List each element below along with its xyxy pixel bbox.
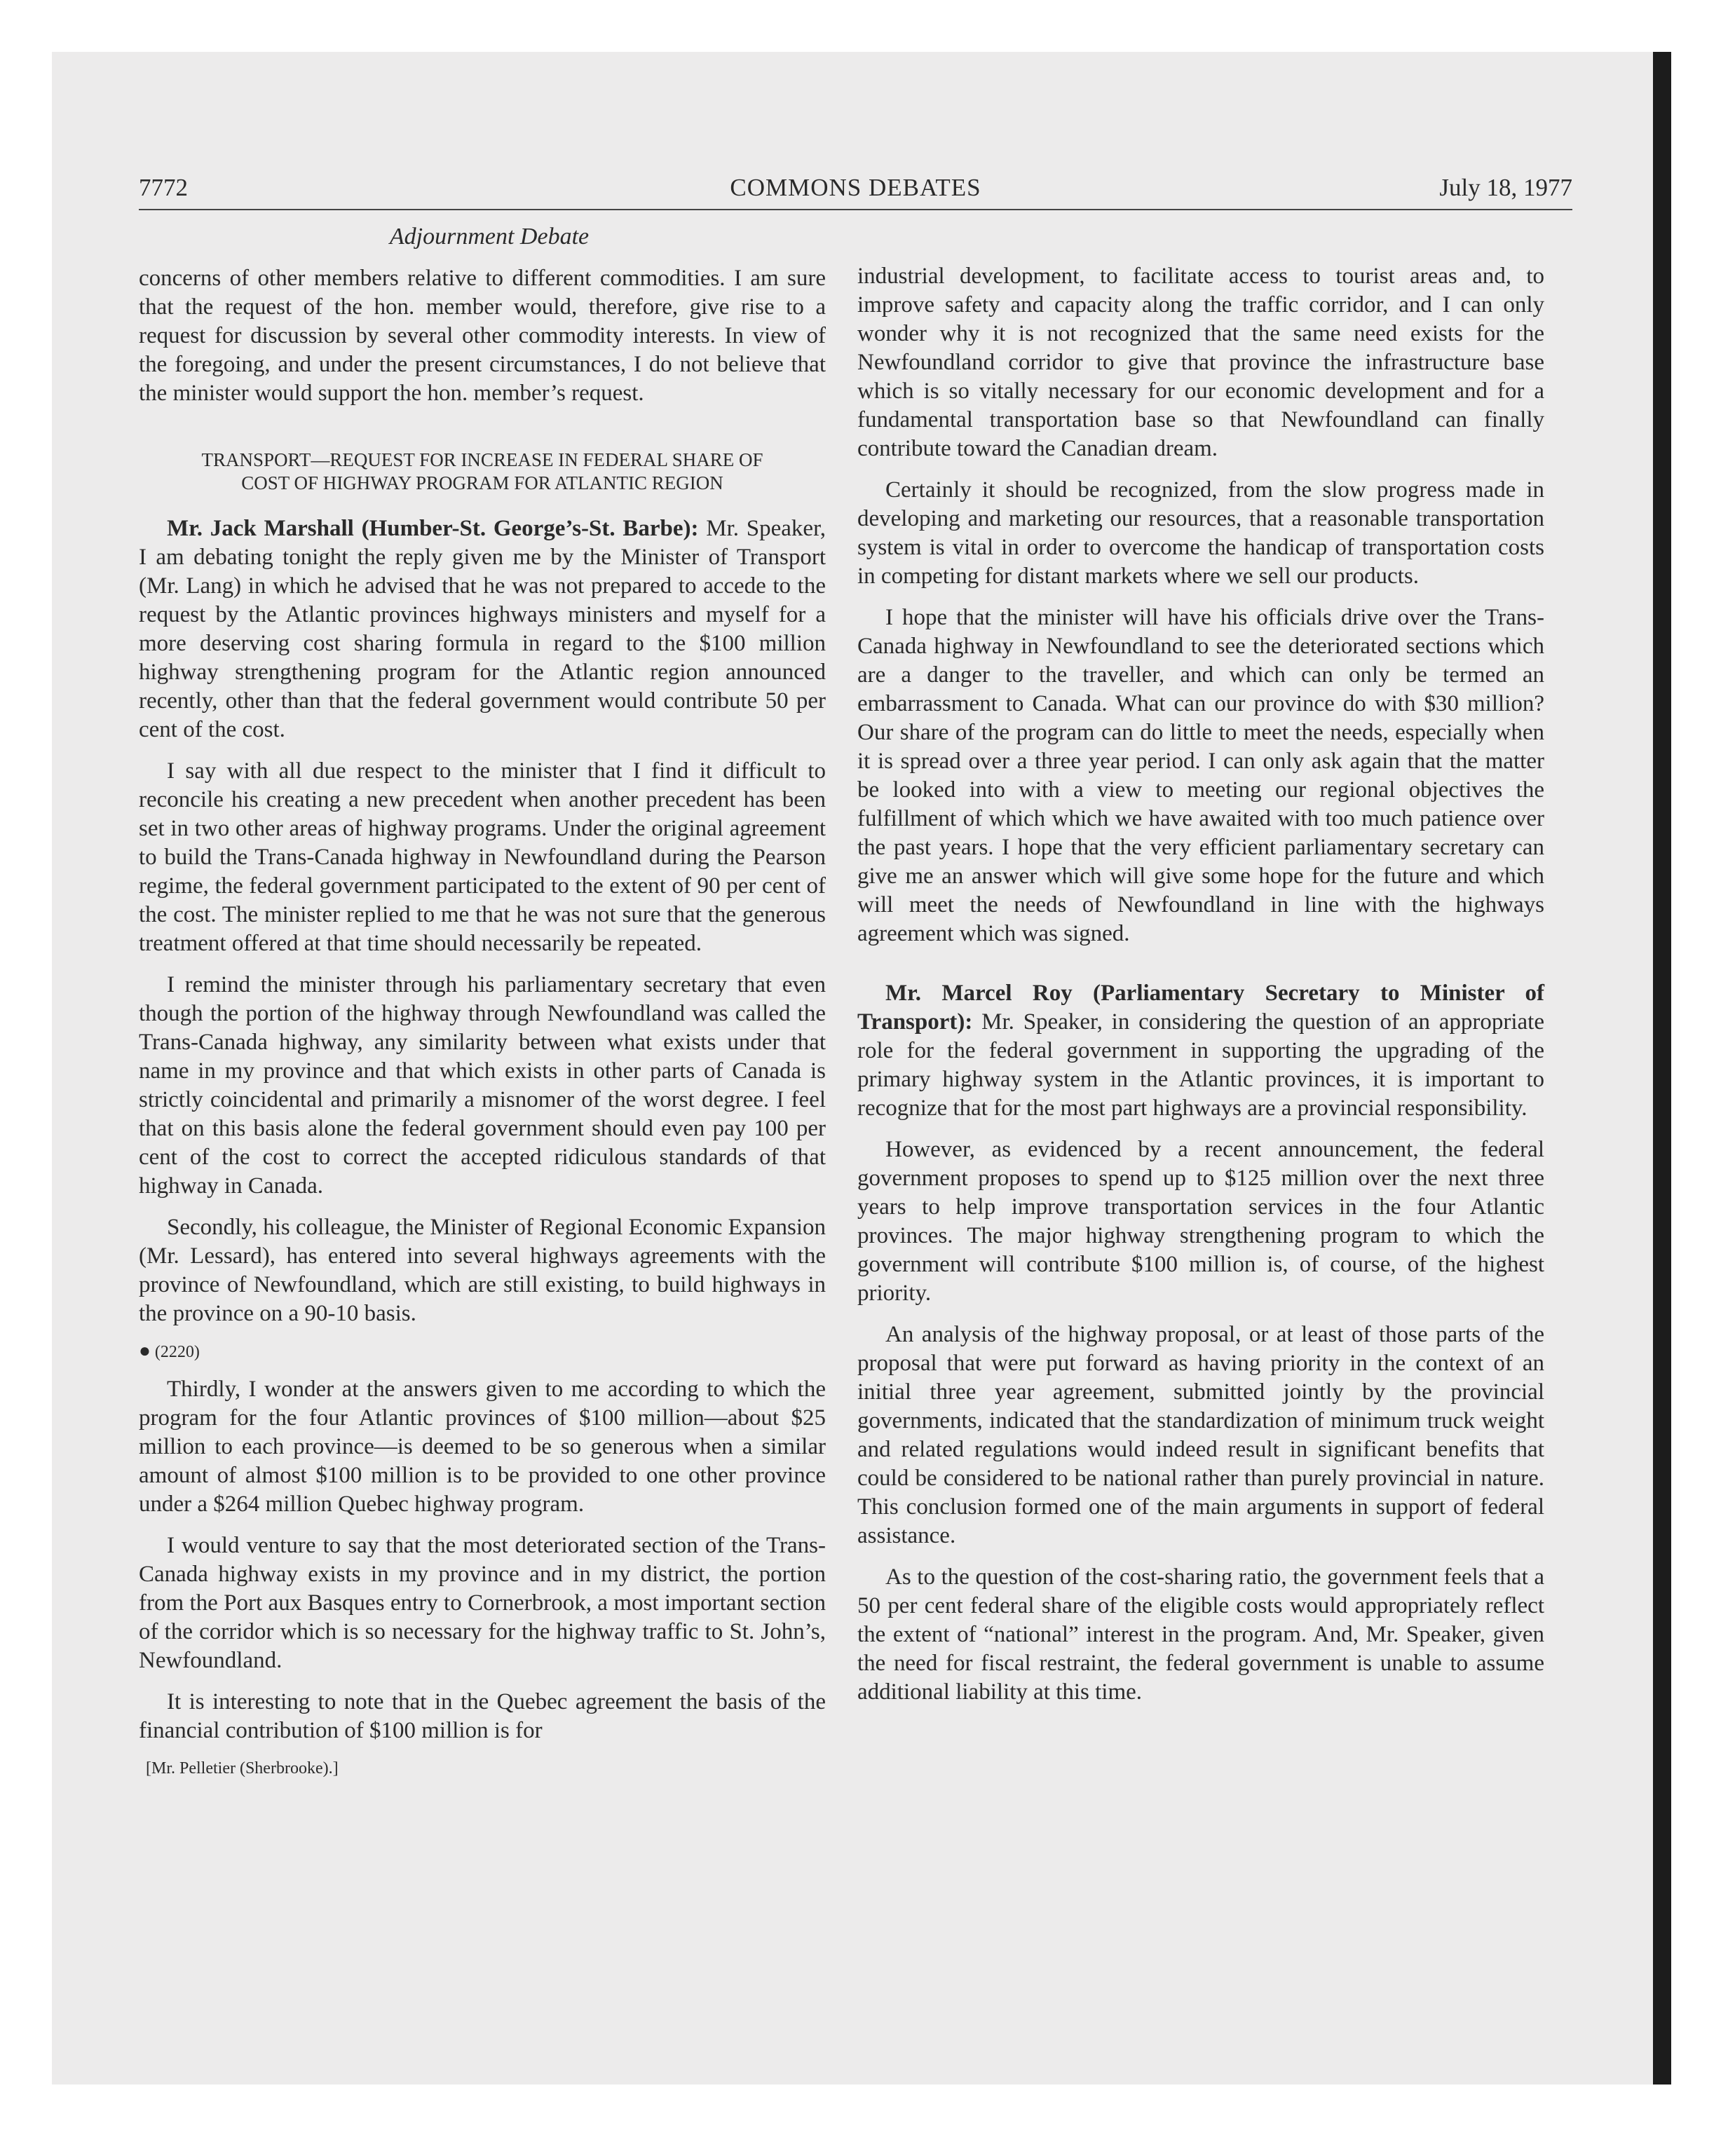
section-heading-line: COST OF HIGHWAY PROGRAM FOR ATLANTIC REGION: [241, 472, 723, 493]
speaker-name: Mr. Marcel Roy (Parliamentary Secretary to Minister of Transport):: [857, 981, 1544, 1035]
paragraph: It is interesting to note that in the Quebec agreement the basis of the financial contribution of $100 million is for: [139, 1689, 826, 1743]
section-heading-line: TRANSPORT—REQUEST FOR INCREASE IN FEDERAL SHARE OF: [201, 449, 763, 470]
paragraph: [139, 514, 826, 744]
paragraph: I would venture to say that the most deteriorated section of the Trans-Canada highway exists in my province and in my district, the portion from the Port aux Basques entry to Cornerbrook, a most important section of the corridor which is so necessary for the highway traffic to St. John’s, Newfoundland.: [139, 1533, 826, 1673]
page-header: [139, 174, 1572, 210]
paragraph: As to the question of the cost-sharing ratio, the government feels that a 50 per cent federal share of the eligible costs would appropriately reflect the extent of “national” interest in the program. And, Mr. Speaker, given the need for fiscal restraint, the federal government is unable to assume additional liability at this time.: [857, 1564, 1544, 1705]
page-edge-shadow: [1653, 52, 1671, 2085]
time-marker-text: (2220): [154, 1343, 200, 1361]
speaker-footnote: [Mr. Pelletier (Sherbrooke).]: [146, 1759, 339, 1778]
section-subheading: Adjournment Debate: [389, 224, 590, 250]
speech-text: Mr. Speaker, in considering the question of an appropriate role for the federal government in supporting the upgrading of the primary highway system in the Atlantic provinces, it is important to recognize that for the most part highways are a provincial responsibility.: [857, 1009, 1544, 1121]
bullet-icon: ●: [139, 1340, 151, 1362]
right-column: [857, 262, 1544, 1719]
paragraph: I say with all due respect to the minister that I find it difficult to reconcile his creating a new precedent when another precedent has been set in two other areas of highway programs. Under the original agreement to build the Trans-Canada highway in Newfoundland during the Pearson regime, the federal government participated to the extent of 90 per cent of the cost. The minister replied to me that he was not sure that the generous treatment offered at that time should necessarily be repeated.: [139, 758, 826, 956]
speech-text: Mr. Speaker, I am debating tonight the reply given me by the Minister of Transport (Mr. Lang) in which he advised that he was not prepared to accede to the request by the Atlantic provinces highways ministers and myself for a more deserving cost sharing formula in regard to the $100 million highway strengthening program for the Atlantic region announced recently, other than that the federal government would contribute 50 per cent of the cost.: [139, 516, 826, 742]
paragraph: However, as evidenced by a recent announcement, the federal government proposes to spend up to $125 million over the next three years to help improve transportation services in the four Atlantic provinces. The major highway strengthening program to which the government will contribute $100 million is, of course, of the highest priority.: [857, 1137, 1544, 1306]
section-heading: [153, 449, 812, 495]
page-number: 7772: [139, 174, 188, 201]
paragraph: Thirdly, I wonder at the answers given to me according to which the program for the four Atlantic provinces of $100 million—about $25 million to each province—is deemed to be so generous when a similar amount of almost $100 million is to be provided to one other province under a $264 million Quebec highway program.: [139, 1377, 826, 1517]
paragraph: concerns of other members relative to different commodities. I am sure that the request of the hon. member would, therefore, give rise to a request for discussion by several other commodity interests. In view of the foregoing, and under the present circumstances, I do not believe that the minister would support the hon. member’s request.: [139, 266, 826, 406]
publication-date: July 18, 1977: [1439, 174, 1572, 201]
paragraph: Certainly it should be recognized, from the slow progress made in developing and marketing our resources, that a reasonable transportation system is vital in order to overcome the handicap of transportation costs in competing for distant markets where we sell our products.: [857, 477, 1544, 589]
paragraph: An analysis of the highway proposal, or at least of those parts of the proposal that were put forward as having priority in the context of an initial three year agreement, submitted jointly by the provincial governments, indicated that the standardization of minimum truck weight and related regulations would indeed result in significant benefits that could be considered to be national rather than purely provincial in nature. This conclusion formed one of the main arguments in support of federal assistance.: [857, 1322, 1544, 1548]
paragraph: [857, 979, 1544, 1123]
time-marker: [139, 1341, 826, 1363]
paragraph: Secondly, his colleague, the Minister of Regional Economic Expansion (Mr. Lessard), has entered into several highways agreements with the province of Newfoundland, which are still existing, to build highways in the province on a 90-10 basis.: [139, 1215, 826, 1326]
paragraph: I hope that the minister will have his officials drive over the Trans-Canada highway in Newfoundland to see the deteriorated sections which are a danger to the traveller, and which can only be termed an embarrassment to Canada. What can our province do with $30 million? Our share of the program can do little to meet the needs, especially when it is spread over a three year period. I can only ask again that the matter be looked into with a view to meeting our regional objectives the fulfillment of which which we have awaited with too much patience over the past years. I hope that the very efficient parliamentary secretary can give me an answer which will give some hope for the future and which will meet the needs of Newfoundland in line with the highways agreement which was signed.: [857, 605, 1544, 946]
paragraph: I remind the minister through his parliamentary secretary that even though the portion of the highway through Newfoundland was called the Trans-Canada highway, any similarity between what exists under that name in my province and that which exists in other parts of Canada is strictly coincidental and primarily a misnomer of the worst degree. I feel that on this basis alone the federal government should even pay 100 per cent of the cost to correct the accepted ridiculous standards of that highway in Canada.: [139, 972, 826, 1199]
paragraph: industrial development, to facilitate access to tourist areas and, to improve safety and capacity along the traffic corridor, and I can only wonder why it is not recognized that the same need exists for the Newfoundland corridor to give that province the infrastructure base which is so vitally necessary for our economic development and for a fundamental transportation base so that Newfoundland can finally contribute toward the Canadian dream.: [857, 264, 1544, 461]
publication-title: COMMONS DEBATES: [730, 174, 981, 201]
speaker-name: Mr. Jack Marshall (Humber-St. George’s-St. Barbe):: [167, 516, 699, 541]
left-column: [139, 264, 826, 1779]
